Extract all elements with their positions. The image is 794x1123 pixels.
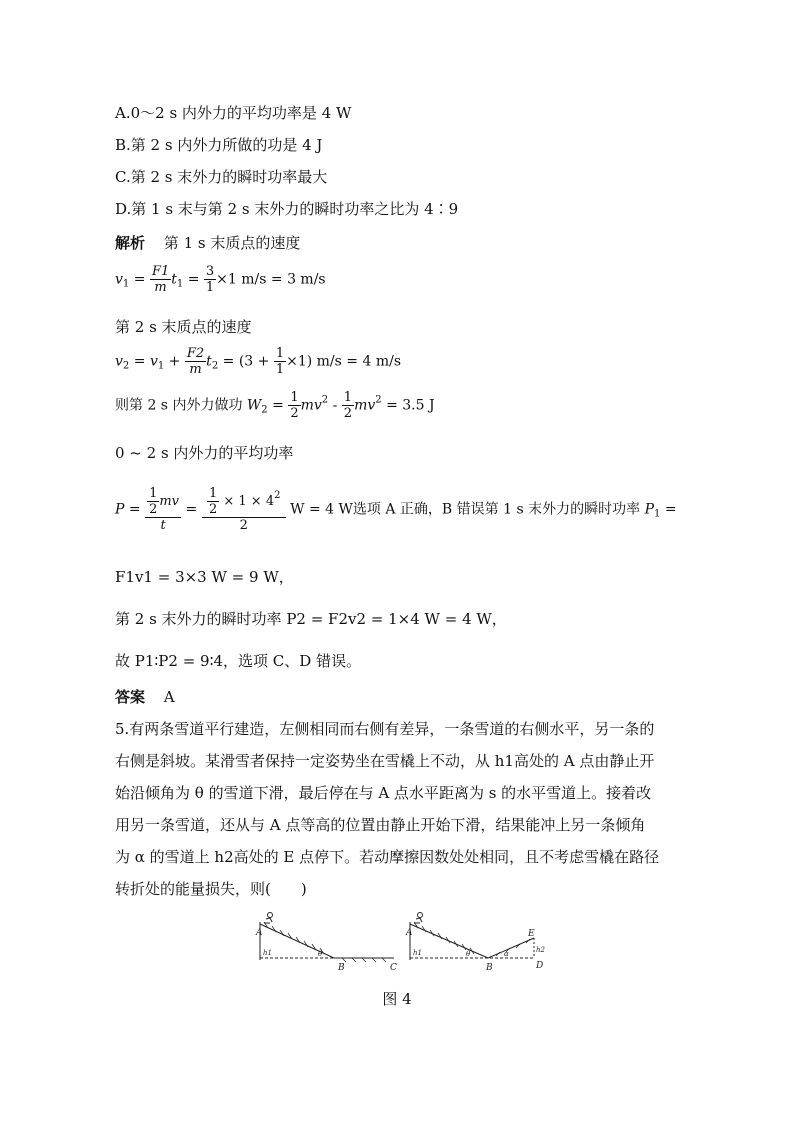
right-label-theta: θ bbox=[466, 950, 471, 958]
right-diagram bbox=[410, 913, 534, 961]
analysis-line4: 0 ~ 2 s 内外力的平均功率 bbox=[115, 444, 294, 462]
analysis-line6: 第 2 s 末外力的瞬时功率 P2 = F2v2 = 1×4 W = 4 W， bbox=[115, 610, 507, 628]
left-diagram bbox=[260, 913, 394, 963]
right-label-d: D bbox=[536, 961, 544, 971]
eq1-fraction-1: $\frac{F1}{m}$ bbox=[151, 264, 170, 295]
equation-1: $v_1$ = $\frac{F1}{m}$ $t_1$ = $\frac{3}{1}$ ×1 m/s = 3 m/s bbox=[115, 264, 326, 295]
right-label-b: B bbox=[486, 963, 493, 973]
eq1-fraction-2: $\frac{3}{1}$ bbox=[205, 264, 215, 295]
left-label-h1: h1 bbox=[263, 949, 272, 957]
ski-slope-figure bbox=[252, 910, 552, 976]
left-label-theta: θ bbox=[318, 950, 323, 958]
q5-line6: 转折处的能量损失，则( ) bbox=[115, 880, 307, 898]
right-label-a: A bbox=[406, 928, 413, 938]
eq2-rhs: ×1) m/s = 4 m/s bbox=[286, 353, 402, 370]
analysis-heading bbox=[115, 232, 300, 253]
analysis-label: 解析 bbox=[115, 234, 146, 252]
power-equation: P = $\frac{1}{2}$ mv t = $\frac{1}{2}$ × $1 \times 4^2$ 2 W = 4 W选项 A 正确，B 错误第 1 s 末外力的瞬时功率 $P_1$ = bbox=[115, 486, 677, 533]
answer-label: 答案 bbox=[115, 688, 146, 706]
answer-value: A bbox=[163, 688, 175, 706]
q5-line3: 始沿倾角为 θ 的雪道下滑，最后停在与 A 点水平距离为 s 的水平雪道上。接着改 bbox=[115, 784, 652, 802]
right-label-e: E bbox=[528, 929, 535, 939]
analysis-line1: 第 1 s 末质点的速度 bbox=[163, 234, 301, 252]
eq2-fraction-2: $\frac{1}{1}$ bbox=[275, 346, 285, 377]
work-line: 则第 2 s 内外力做功 $W_2$ = $\frac{1}{2}$ $mv^2$ - $\frac{1}{2}$ $mv^2 = 3.5$ J bbox=[115, 390, 435, 421]
eq1-rhs: ×1 m/s = 3 m/s bbox=[216, 271, 326, 288]
left-label-b: B bbox=[338, 963, 345, 973]
q5-line1: 5.有两条雪道平行建造，左侧相同而右侧有差异，一条雪道的右侧水平，另一条的 bbox=[115, 720, 655, 738]
right-label-h2: h2 bbox=[536, 946, 545, 954]
eq2-fraction-1: $\frac{F2}{m}$ bbox=[186, 346, 205, 377]
q5-line5: 为 α 的雪道上 h2高处的 E 点停下。若动摩擦因数处处相同，且不考虑雪橇在路径 bbox=[115, 848, 660, 866]
option-d: D.第 1 s 末与第 2 s 末外力的瞬时功率之比为 4∶9 bbox=[115, 200, 459, 218]
analysis-line2: 第 2 s 末质点的速度 bbox=[115, 318, 252, 336]
equation-2: $v_2 = v_1$ + $\frac{F2}{m}$ $t_2 = (3$ + $\frac{1}{1}$ ×1) m/s = 4 m/s bbox=[115, 346, 402, 377]
left-label-c: C bbox=[390, 963, 397, 973]
right-label-h1: h1 bbox=[413, 949, 422, 957]
analysis-line5: F1v1 = 3×3 W = 9 W， bbox=[115, 568, 294, 586]
right-label-alpha: α bbox=[504, 950, 509, 958]
option-b: B.第 2 s 内外力所做的功是 4 J bbox=[115, 136, 323, 154]
q5-line4: 用另一条雪道，还从与 A 点等高的位置由静止开始下滑，结果能冲上另一条倾角 bbox=[115, 816, 646, 834]
analysis-line7: 故 P1∶P2 = 9∶4，选项 C、D 错误。 bbox=[115, 652, 362, 670]
option-a: A.0～2 s 内外力的平均功率是 4 W bbox=[115, 104, 352, 122]
q5-line2: 右侧是斜坡。某滑雪者保持一定姿势坐在雪橇上不动，从 h1高处的 A 点由静止开 bbox=[115, 752, 655, 770]
left-label-a: A bbox=[256, 928, 263, 938]
figure-caption: 图 4 bbox=[382, 990, 412, 1008]
answer-line bbox=[115, 686, 175, 707]
option-c: C.第 2 s 末外力的瞬时功率最大 bbox=[115, 168, 328, 186]
